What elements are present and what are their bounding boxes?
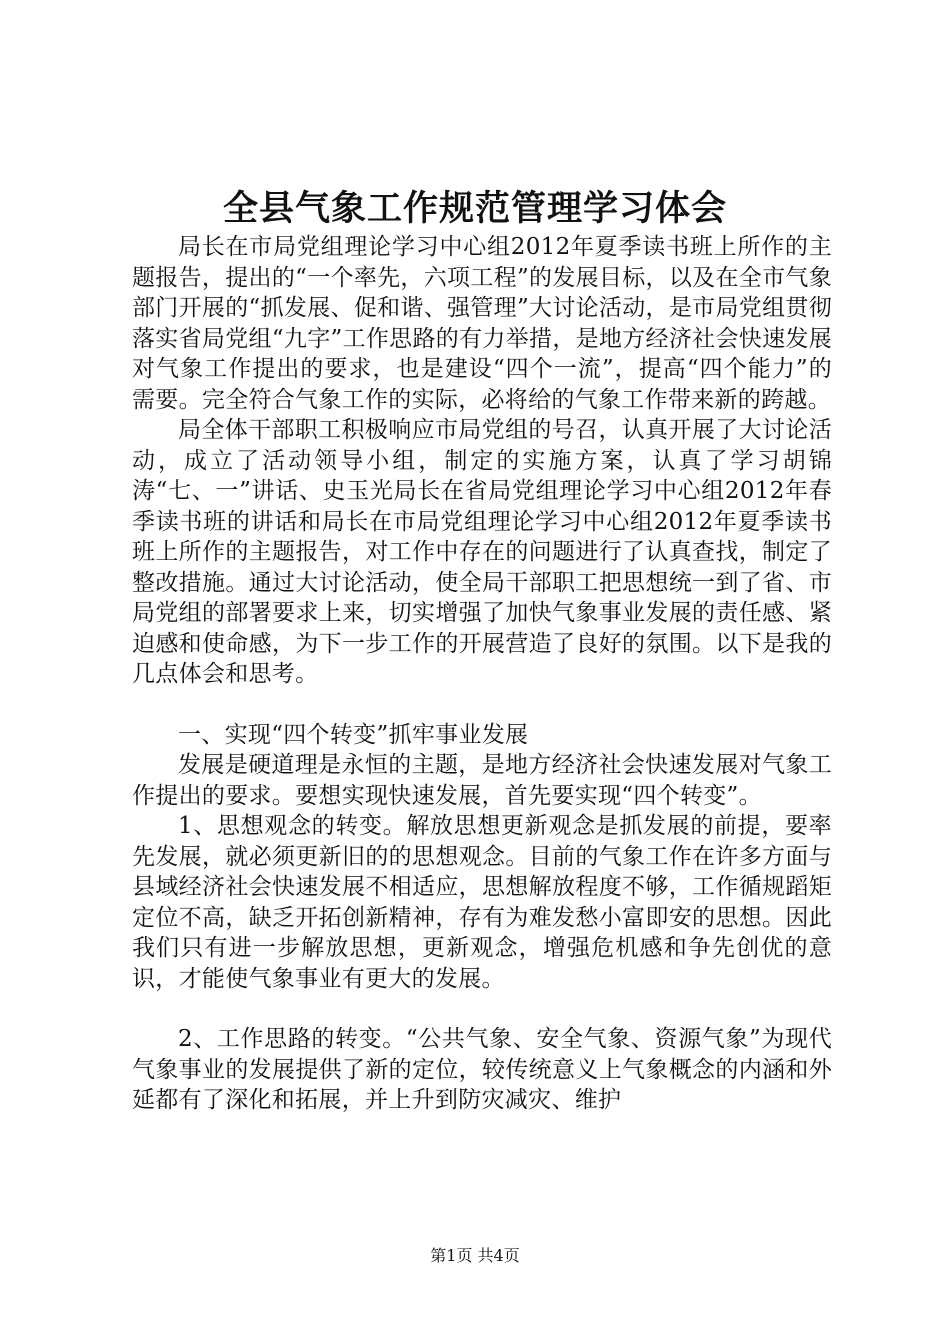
- document-title: 全县气象工作规范管理学习体会: [222, 188, 727, 229]
- paragraph-intro: 局长在市局党组理论学习中心组2012年夏季读书班上所作的主题报告，提出的“一个率先，六项工程”的发展目标，以及在全市气象部门开展的“抓发展、促和谐、强管理”大讨论活动，是市局党组贯彻落实省局党组“九字”工作思路的有力举措，是地方经济社会快速发展对气象工作提出的要求，也是建设“四个一流”，提高“四个能力”的需要。完全符合气象工作的实际，必将给的气象工作带来新的跨越。: [132, 234, 832, 413]
- paragraph-activity: 局全体干部职工积极响应市局党组的号召，认真开展了大讨论活动，成立了活动领导小组，制定的实施方案，认真了学习胡锦涛“七、一”讲话、史玉光局长在省局党组理论学习中心组2012年春季读书班的讲话和局长在市局党组理论学习中心组2012年夏季读书班上所作的主题报告，对工作中存在的问题进行了认真查找，制定了整改措施。通过大讨论活动，使全局干部职工把思想统一到了省、市局党组的部署要求上来，切实增强了加快气象事业发展的责任感、紧迫感和使命感，为下一步工作的开展营造了良好的氛围。以下是我的几点体会和思考。: [132, 417, 832, 687]
- paragraph-development: 发展是硬道理是永恒的主题，是地方经济社会快速发展对气象工作提出的要求。要想实现快速发展，首先要实现“四个转变”。: [132, 752, 832, 809]
- paragraph-point-1: 1、思想观念的转变。解放思想更新观念是抓发展的前提，要率先发展，就必须更新旧的的思想观念。目前的气象工作在许多方面与县域经济社会快速发展不相适应，思想解放程度不够，工作循规蹈矩定位不高，缺乏开拓创新精神，存有为难发愁小富即安的思想。因此我们只有进一步解放思想，更新观念，增强危机感和争先创优的意识，才能使气象事业有更大的发展。: [132, 813, 832, 992]
- page-number: 第1页 共4页: [430, 1246, 520, 1265]
- document-body: [132, 232, 832, 1116]
- paragraph-point-2: 2、工作思路的转变。“公共气象、安全气象、资源气象”为现代气象事业的发展提供了新的定位，较传统意义上气象概念的内涵和外延都有了深化和拓展，并上升到防灾减灾、维护: [132, 1026, 832, 1113]
- section-heading: 一、实现“四个转变”抓牢事业发展: [178, 721, 529, 748]
